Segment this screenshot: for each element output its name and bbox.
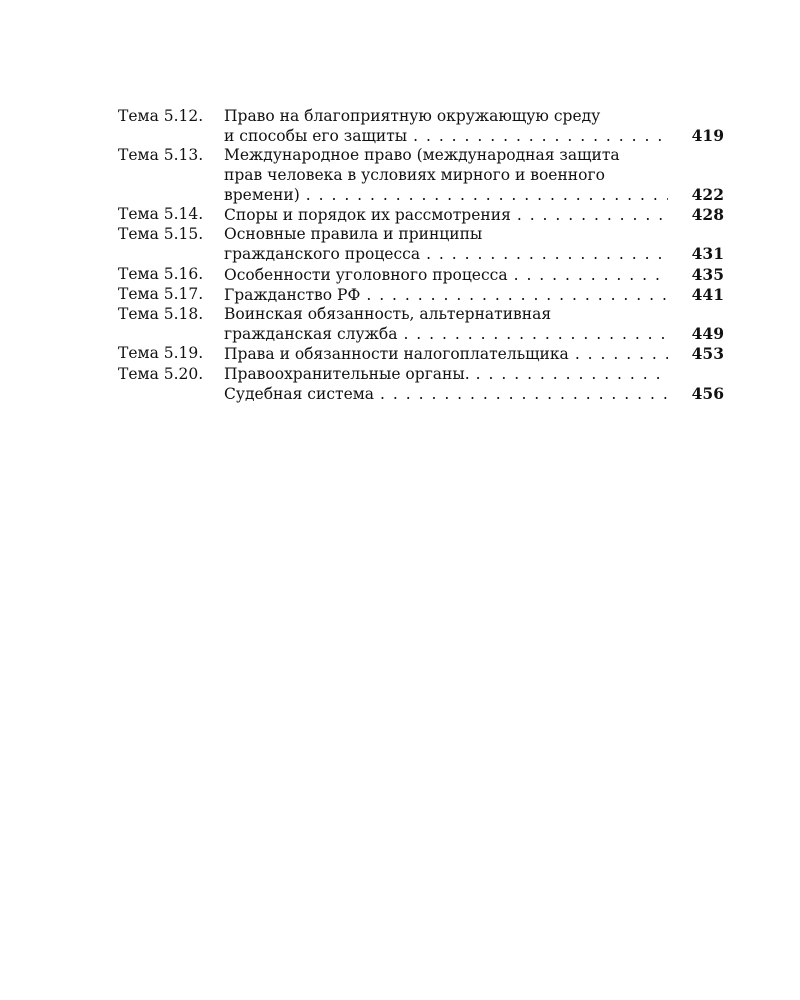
toc-title-text: Споры и порядок их рассмотрения <box>224 206 511 225</box>
toc-entry-number: Тема 5.13. <box>118 146 204 165</box>
toc-page-number[interactable]: 435 <box>691 264 724 284</box>
toc-title-text: и способы его защиты <box>224 127 408 146</box>
toc-title-text: Права и обязанности налогоплательщика <box>224 345 569 364</box>
dot-leader <box>374 385 668 404</box>
toc-entry-number: Тема 5.18. <box>118 305 204 324</box>
toc-entry-title <box>224 365 724 404</box>
toc-entry-title <box>224 344 724 364</box>
toc-page-number[interactable]: 422 <box>691 184 724 204</box>
toc-entry-number: Тема 5.19. <box>118 344 204 363</box>
toc-page-number[interactable]: 449 <box>691 324 724 344</box>
toc-title-line <box>224 344 724 364</box>
toc-title-text: гражданского процесса <box>224 245 421 264</box>
dot-leader <box>569 345 668 364</box>
toc-entry-5-14[interactable] <box>118 205 724 225</box>
toc-entry-5-16[interactable] <box>118 265 724 285</box>
toc-title-text: Правоохранительные органы. <box>224 364 470 383</box>
toc-page-number[interactable]: 428 <box>691 205 724 225</box>
toc-entry-number: Тема 5.15. <box>118 225 204 244</box>
toc-entry-number: Тема 5.20. <box>118 364 204 383</box>
table-of-contents <box>118 107 724 404</box>
toc-page-number[interactable]: 419 <box>691 126 724 146</box>
toc-page-number[interactable]: 431 <box>691 244 724 264</box>
dot-leader <box>470 365 668 384</box>
dot-leader <box>360 286 668 305</box>
toc-entry-number: Тема 5.16. <box>118 264 204 283</box>
toc-title-line <box>224 185 724 205</box>
toc-title-line <box>224 146 724 165</box>
toc-title-line <box>224 225 724 244</box>
toc-title-line <box>224 126 724 146</box>
toc-page-number[interactable]: 441 <box>691 284 724 304</box>
toc-title-line <box>224 384 724 404</box>
toc-entry-5-15[interactable] <box>118 225 724 264</box>
toc-entry-title <box>224 265 724 285</box>
toc-entry-title <box>224 205 724 225</box>
toc-title-line <box>224 107 724 126</box>
toc-entry-title <box>224 107 724 146</box>
toc-title-line <box>224 365 724 384</box>
toc-title-line <box>224 324 724 344</box>
toc-page-number[interactable]: 453 <box>691 344 724 364</box>
toc-title-text: времени) <box>224 185 300 204</box>
toc-entry-5-18[interactable] <box>118 305 724 344</box>
toc-entry-5-20[interactable] <box>118 365 724 404</box>
toc-title-line <box>224 166 724 185</box>
dot-leader <box>300 186 668 205</box>
toc-title-text: Воинская обязанность, альтернативная <box>224 305 552 324</box>
toc-title-text: Гражданство РФ <box>224 285 361 304</box>
dot-leader <box>420 245 668 264</box>
toc-entry-title <box>224 285 724 305</box>
toc-entry-title <box>224 225 724 264</box>
toc-page-number[interactable]: 456 <box>691 383 724 403</box>
toc-entry-number: Тема 5.14. <box>118 205 204 224</box>
toc-title-text: прав человека в условиях мирного и военного <box>224 165 605 184</box>
toc-title-text: гражданская служба <box>224 325 398 344</box>
toc-entry-5-17[interactable] <box>118 285 724 305</box>
toc-entry-5-12[interactable] <box>118 107 724 146</box>
toc-title-line <box>224 305 724 324</box>
toc-title-line <box>224 285 724 305</box>
dot-leader <box>508 266 668 285</box>
toc-entry-title <box>224 146 724 205</box>
toc-title-text: Судебная система <box>224 384 375 403</box>
toc-title-line <box>224 244 724 264</box>
toc-title-text: Особенности уголовного процесса <box>224 265 508 284</box>
toc-entry-5-19[interactable] <box>118 344 724 364</box>
toc-entry-number: Тема 5.17. <box>118 284 204 303</box>
dot-leader <box>407 127 668 146</box>
dot-leader <box>511 206 668 225</box>
toc-title-text: Право на благоприятную окружающую среду <box>224 107 601 125</box>
toc-title-text: Основные правила и принципы <box>224 225 483 244</box>
dot-leader <box>397 325 668 344</box>
toc-title-line <box>224 205 724 225</box>
toc-entry-number: Тема 5.12. <box>118 107 204 125</box>
toc-title-line <box>224 265 724 285</box>
toc-entry-5-13[interactable] <box>118 146 724 205</box>
toc-title-text: Международное право (международная защита <box>224 146 620 165</box>
toc-entry-title <box>224 305 724 344</box>
